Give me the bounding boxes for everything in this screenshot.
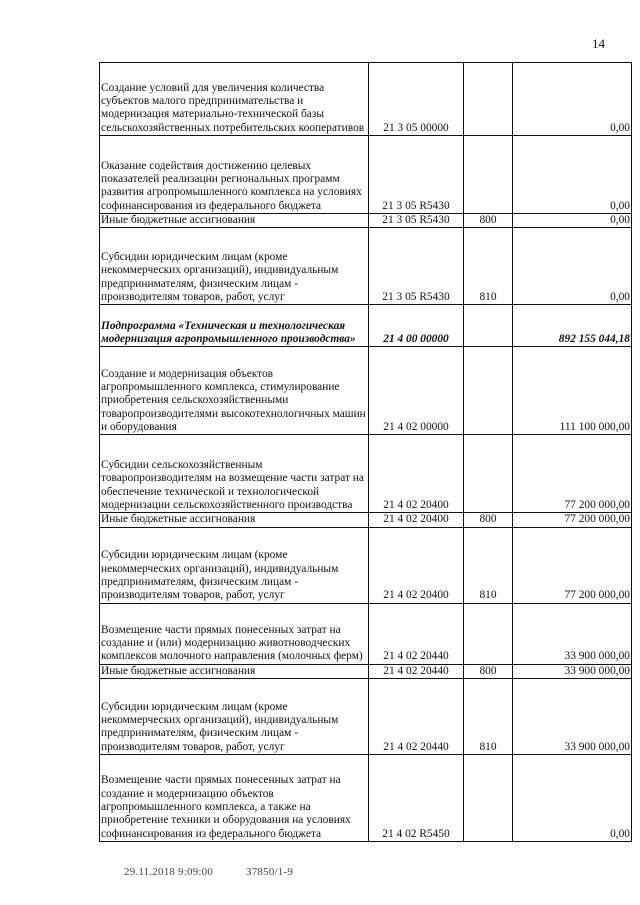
row-name-cell: Субсидии сельскохозяйственным товаропроизводителям на возмещение части затрат на обеспечение технической и технологической модернизации сельскохозяйственного производства xyxy=(100,435,369,513)
table-row xyxy=(100,228,632,305)
row-amount-cell: 0,00 xyxy=(513,228,632,305)
row-code-cell: 21 4 02 20400 xyxy=(369,435,464,513)
row-expense-type-cell: 800 xyxy=(464,664,513,678)
row-amount-cell: 0,00 xyxy=(513,63,632,136)
row-name-cell: Иные бюджетные ассигнования xyxy=(100,513,369,527)
subprogram-row xyxy=(100,305,632,347)
row-amount-cell: 77 200 000,00 xyxy=(513,513,632,527)
budget-table xyxy=(99,62,632,842)
row-code-cell: 21 4 02 R5450 xyxy=(369,754,464,841)
row-name-cell: Оказание содействия достижению целевых показателей реализации региональных программ развития агропромышленного комплекса на условиях софинансирования из федерального бюджета xyxy=(100,136,369,214)
table-row xyxy=(100,214,632,228)
row-expense-type-cell xyxy=(464,63,513,136)
row-expense-type-cell xyxy=(464,603,513,664)
row-name-cell: Субсидии юридическим лицам (кроме некоммерческих организаций), индивидуальным предпринимателям, физическим лицам - производителям товаров, работ, услуг xyxy=(100,228,369,305)
row-expense-type-cell xyxy=(464,754,513,841)
table-row xyxy=(100,435,632,513)
table-row xyxy=(100,754,632,841)
row-name-cell: Иные бюджетные ассигнования xyxy=(100,664,369,678)
row-expense-type-cell xyxy=(464,136,513,214)
row-code-cell: 21 4 02 20400 xyxy=(369,527,464,603)
row-code-cell: 21 3 05 R5430 xyxy=(369,214,464,228)
row-code-cell: 21 3 05 R5430 xyxy=(369,228,464,305)
row-amount-cell: 33 900 000,00 xyxy=(513,603,632,664)
table-row xyxy=(100,678,632,754)
row-name-cell: Иные бюджетные ассигнования xyxy=(100,214,369,228)
row-expense-type-cell: 800 xyxy=(464,513,513,527)
row-name-cell: Возмещение части прямых понесенных затрат на создание и модернизацию объектов агропромышленного комплекса, а также на приобретение техники и оборудования на условиях софинансирования из федерального бюджета xyxy=(100,754,369,841)
row-amount-cell: 111 100 000,00 xyxy=(513,347,632,435)
row-code-cell: 21 4 02 20400 xyxy=(369,513,464,527)
footer-timestamp: 29.11.2018 9:09:00 xyxy=(124,866,214,878)
row-name-cell: Подпрограмма «Техническая и технологическая модернизация агропромышленного производства» xyxy=(100,305,369,347)
row-amount-cell: 0,00 xyxy=(513,136,632,214)
table-row xyxy=(100,63,632,136)
row-name-cell: Субсидии юридическим лицам (кроме некоммерческих организаций), индивидуальным предпринимателям, физическим лицам - производителям товаров, работ, услуг xyxy=(100,678,369,754)
row-expense-type-cell: 810 xyxy=(464,228,513,305)
row-amount-cell: 33 900 000,00 xyxy=(513,664,632,678)
row-name-cell: Создание и модернизация объектов агропромышленного комплекса, стимулирование приобретения сельскохозяйственными товаропроизводителями высокотехнологичных машин и оборудования xyxy=(100,347,369,435)
row-expense-type-cell: 810 xyxy=(464,678,513,754)
row-expense-type-cell xyxy=(464,347,513,435)
row-amount-cell: 33 900 000,00 xyxy=(513,678,632,754)
row-expense-type-cell xyxy=(464,305,513,347)
row-code-cell: 21 4 02 00000 xyxy=(369,347,464,435)
table-row xyxy=(100,527,632,603)
row-name-cell: Субсидии юридическим лицам (кроме некоммерческих организаций), индивидуальным предпринимателям, физическим лицам - производителям товаров, работ, услуг xyxy=(100,527,369,603)
row-amount-cell: 0,00 xyxy=(513,214,632,228)
table-row xyxy=(100,664,632,678)
row-name-cell: Создание условий для увеличения количества субъектов малого предпринимательства и модернизация материально-технической базы сельскохозяйственных потребительских кооперативов xyxy=(100,63,369,136)
table-row xyxy=(100,347,632,435)
page-number: 14 xyxy=(592,36,605,51)
footer xyxy=(124,866,323,878)
row-expense-type-cell: 810 xyxy=(464,527,513,603)
footer-doc-code: 37850/1-9 xyxy=(246,866,294,878)
row-amount-cell: 0,00 xyxy=(513,754,632,841)
table-row xyxy=(100,513,632,527)
row-code-cell: 21 4 00 00000 xyxy=(369,305,464,347)
row-amount-cell: 892 155 044,18 xyxy=(513,305,632,347)
table-row xyxy=(100,603,632,664)
row-expense-type-cell xyxy=(464,435,513,513)
row-amount-cell: 77 200 000,00 xyxy=(513,435,632,513)
row-code-cell: 21 4 02 20440 xyxy=(369,678,464,754)
row-code-cell: 21 4 02 20440 xyxy=(369,603,464,664)
table-row xyxy=(100,136,632,214)
row-code-cell: 21 3 05 00000 xyxy=(369,63,464,136)
row-expense-type-cell: 800 xyxy=(464,214,513,228)
row-amount-cell: 77 200 000,00 xyxy=(513,527,632,603)
table-body xyxy=(100,63,632,842)
row-code-cell: 21 3 05 R5430 xyxy=(369,136,464,214)
row-name-cell: Возмещение части прямых понесенных затрат на создание и (или) модернизацию животноводческих комплексов молочного направления (молочных ферм) xyxy=(100,603,369,664)
row-code-cell: 21 4 02 20440 xyxy=(369,664,464,678)
